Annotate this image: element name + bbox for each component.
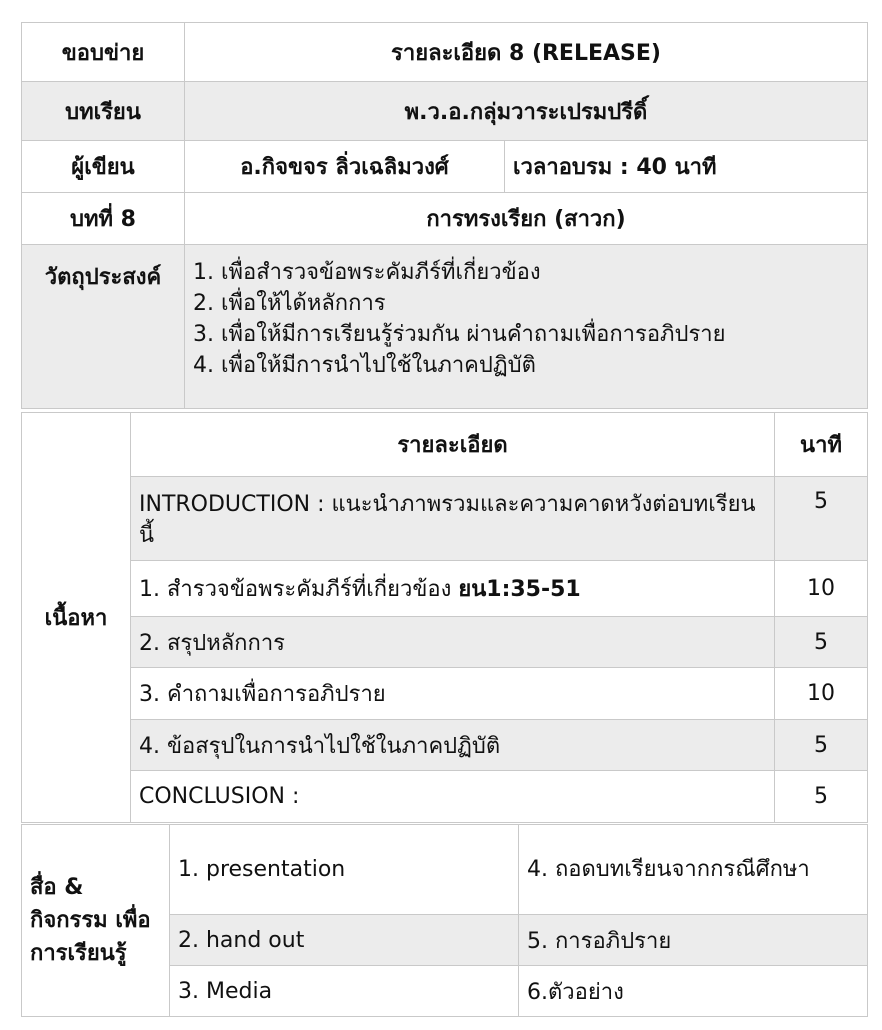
media-item: 2. hand out <box>170 915 519 966</box>
table-row-detail: 2. สรุปหลักการ <box>131 617 775 668</box>
content-table <box>21 412 868 823</box>
table-row-minutes: 10 <box>775 561 868 617</box>
author-value: อ.กิจขจร ลิ่วเฉลิมวงศ์ <box>185 141 505 193</box>
chapter-value: การทรงเรียก (สาวก) <box>185 193 868 245</box>
scope-label: ขอบข่าย <box>22 23 185 82</box>
table-row-detail: 3. คำถามเพื่อการอภิปราย <box>131 668 775 720</box>
lesson-info-table <box>21 22 868 409</box>
objectives-label: วัตถุประสงค์ <box>22 245 185 409</box>
col-minutes-header: นาที <box>775 413 868 477</box>
author-label: ผู้เขียน <box>22 141 185 193</box>
media-item: 1. presentation <box>170 825 519 915</box>
scope-value: รายละเอียด 8 (RELEASE) <box>185 23 868 82</box>
objective-item: 3. เพื่อให้มีการเรียนรู้ร่วมกัน ผ่านคำถามเพื่อการอภิปราย <box>193 322 726 347</box>
content-label: เนื้อหา <box>22 413 131 823</box>
duration-value: เวลาอบรม : 40 นาที <box>505 141 868 193</box>
media-item: 5. การอภิปราย <box>519 915 868 966</box>
lesson-value: พ.ว.อ.กลุ่มวาระเปรมปรีดิ์ <box>185 82 868 141</box>
table-row-detail <box>131 561 775 617</box>
table-row-minutes: 5 <box>775 771 868 823</box>
table-row-minutes: 5 <box>775 477 868 561</box>
media-item: 6.ตัวอย่าง <box>519 966 868 1017</box>
detail-text: 1. สำรวจข้อพระคัมภีร์ที่เกี่ยวข้อง <box>139 577 459 602</box>
table-row-detail: CONCLUSION : <box>131 771 775 823</box>
col-detail-header: รายละเอียด <box>131 413 775 477</box>
table-row-minutes: 10 <box>775 668 868 720</box>
objectives-list <box>185 245 868 409</box>
objective-item: 1. เพื่อสำรวจข้อพระคัมภีร์ที่เกี่ยวข้อง <box>193 260 541 285</box>
scripture-reference: ยน1:35-51 <box>458 577 581 602</box>
objective-item: 4. เพื่อให้มีการนำไปใช้ในภาคปฏิบัติ <box>193 353 536 378</box>
media-item: 3. Media <box>170 966 519 1017</box>
objective-item: 2. เพื่อให้ได้หลักการ <box>193 291 386 316</box>
lesson-label: บทเรียน <box>22 82 185 141</box>
table-row-detail: INTRODUCTION : แนะนำภาพรวมและความคาดหวังต่อบทเรียนนี้ <box>131 477 775 561</box>
table-row-detail: 4. ข้อสรุปในการนำไปใช้ในภาคปฏิบัติ <box>131 720 775 771</box>
media-table <box>21 824 868 1017</box>
table-row-minutes: 5 <box>775 617 868 668</box>
media-label: สื่อ & กิจกรรม เพื่อการเรียนรู้ <box>22 825 170 1017</box>
table-row-minutes: 5 <box>775 720 868 771</box>
chapter-label: บทที่ 8 <box>22 193 185 245</box>
media-item: 4. ถอดบทเรียนจากกรณีศึกษา <box>519 825 868 915</box>
